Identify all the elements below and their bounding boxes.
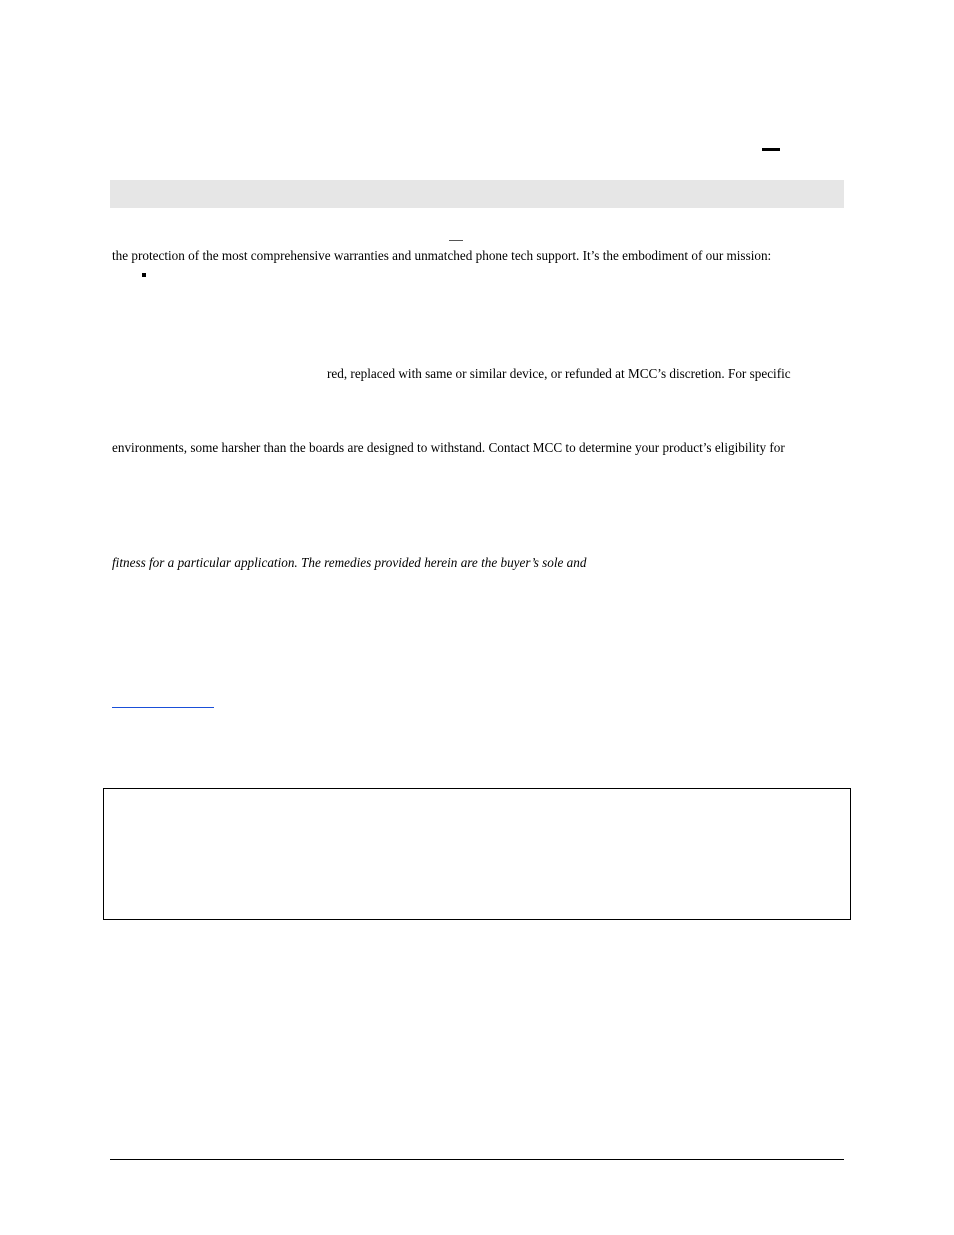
- footer-rule: [110, 1159, 844, 1160]
- section-heading-band: [110, 180, 844, 208]
- environments-paragraph-line: environments, some harsher than the boards are designed to withstand. Contact MCC to determine your product’s eligibility for: [112, 440, 785, 455]
- notice-box: [103, 788, 851, 920]
- warranty-paragraph-line: red, replaced with same or similar device, or refunded at MCC’s discretion. For specific: [327, 366, 791, 381]
- hyperlink-underline[interactable]: [112, 707, 214, 708]
- disclaimer-paragraph-line: fitness for a particular application. The remedies provided herein are the buyer’s sole and: [112, 555, 587, 570]
- intro-paragraph-line: the protection of the most comprehensive warranties and unmatched phone tech support. It’s the embodiment of our mission:: [112, 248, 772, 263]
- heading-dash: [762, 148, 780, 151]
- em-dash-mark: [449, 240, 463, 241]
- bullet-marker: [142, 273, 146, 277]
